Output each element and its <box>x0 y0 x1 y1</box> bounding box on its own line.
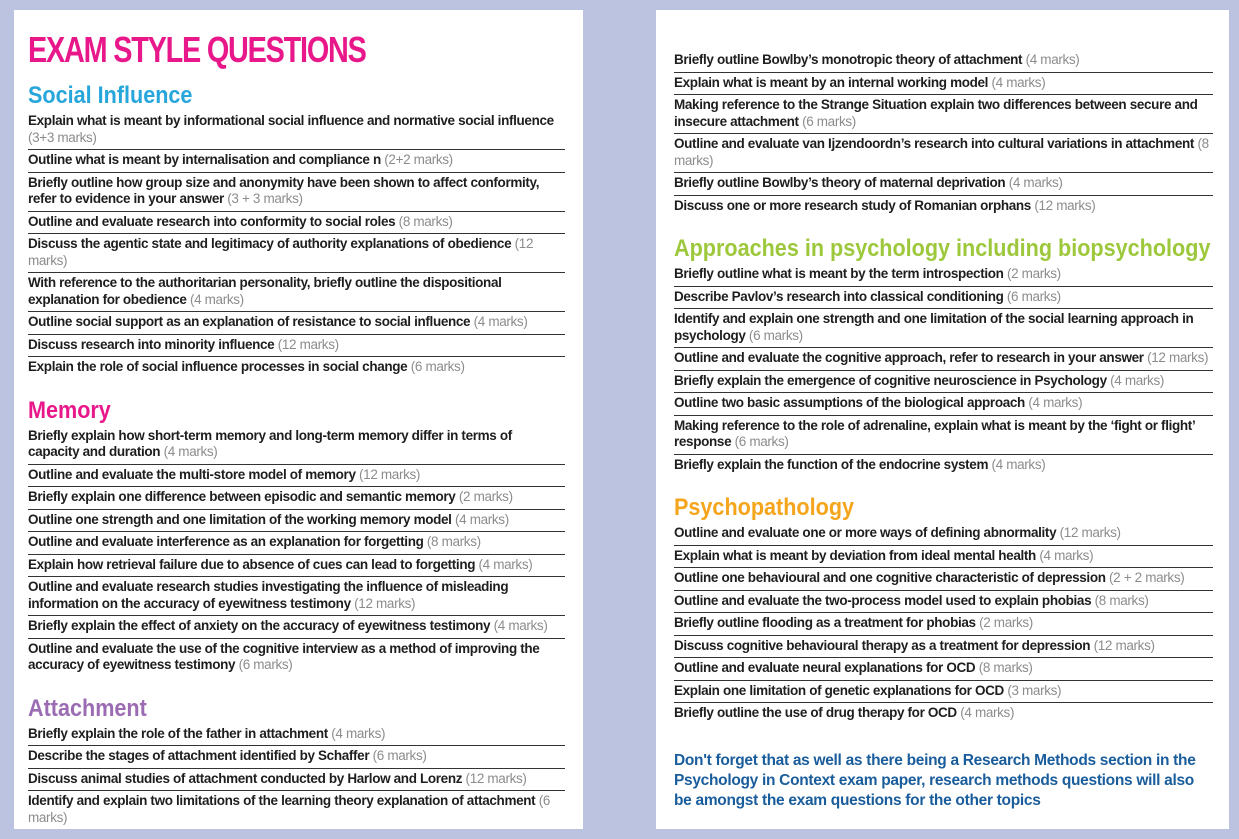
question-list <box>28 111 565 379</box>
question-text: Discuss animal studies of attachment conducted by Harlow and Lorenz <box>28 770 463 786</box>
question-text: Outline and evaluate van Ijzendoordn’s research into cultural variations in attachment <box>674 136 1195 151</box>
research-methods-note: Don't forget that as well as there being a Research Methods section in the Psychology in Context exam paper, research methods questions will also be amongst the exam questions for the other topics <box>674 751 1196 809</box>
question-text: Describe the stages of attachment identified by Schaffer <box>28 748 370 763</box>
question-text: Outline and evaluate research into conformity to social roles <box>28 213 396 229</box>
question-item <box>674 309 1213 348</box>
question-marks: (12 marks) <box>465 770 527 786</box>
question-text: Briefly outline Bowlby’s monotropic theory of attachment <box>674 52 1023 67</box>
question-text: Explain the role of social influence processes in social change <box>28 359 408 374</box>
question-item <box>674 73 1213 96</box>
question-text: Explain what is meant by informational social influence and normative social influence <box>28 113 554 128</box>
question-marks: (8 marks) <box>1094 592 1149 608</box>
question-list <box>28 724 565 830</box>
section-attachment <box>28 695 565 830</box>
question-item <box>674 348 1213 371</box>
question-text: Briefly explain the function of the endocrine system <box>674 456 989 472</box>
question-marks: (4 marks) <box>1008 175 1063 190</box>
question-marks: (8 marks) <box>398 213 453 229</box>
question-text: Outline and evaluate interference as an explanation for forgetting <box>28 534 424 549</box>
question-marks: (12 marks) <box>354 595 416 611</box>
question-marks: (2+2 marks) <box>384 152 453 167</box>
question-item <box>674 636 1213 659</box>
question-marks: (8 marks) <box>426 534 481 549</box>
question-item <box>28 273 565 312</box>
question-text: Outline and evaluate one or more ways of defining abnormality <box>674 525 1057 540</box>
question-marks: (6 marks) <box>734 434 789 449</box>
question-item <box>28 616 565 639</box>
question-marks: (6 marks) <box>802 113 856 129</box>
question-item <box>674 591 1213 614</box>
question-marks: (4 marks) <box>189 291 244 307</box>
question-item <box>28 426 565 465</box>
question-marks: (6 marks) <box>238 657 293 672</box>
question-marks: (4 marks) <box>478 556 533 572</box>
question-item <box>674 523 1213 546</box>
question-item <box>674 681 1213 704</box>
question-item <box>28 487 565 510</box>
question-item <box>674 287 1213 310</box>
section-attachment-continued <box>674 50 1213 217</box>
question-item <box>674 455 1213 477</box>
question-marks: (3 marks) <box>1007 682 1062 698</box>
question-item <box>28 111 565 150</box>
section-title: Psychopathology <box>674 494 855 521</box>
question-text: Outline social support as an explanation of resistance to social influence <box>28 314 471 329</box>
question-item <box>28 234 565 273</box>
question-text: Briefly outline flooding as a treatment for phobias <box>674 615 976 630</box>
question-text: Discuss the agentic state and legitimacy of authority explanations of obedience <box>28 236 512 251</box>
question-item <box>28 791 565 829</box>
question-marks: (2 marks) <box>979 615 1033 630</box>
question-item <box>28 510 565 533</box>
question-item <box>674 50 1213 73</box>
question-marks: (2 marks) <box>458 489 513 504</box>
question-item <box>28 335 565 358</box>
question-text: Outline and evaluate research studies investigating the influence of misleading information on the accuracy of eyewitness testimony <box>28 579 509 611</box>
section-title: Approaches in psychology including biopsychology <box>674 235 1211 262</box>
question-text: Briefly explain one difference between episodic and semantic memory <box>28 489 456 504</box>
question-text: Explain what is meant by an internal working model <box>674 74 989 90</box>
question-item <box>28 746 565 769</box>
question-marks: (4 marks) <box>1110 372 1165 388</box>
question-list <box>674 523 1213 725</box>
question-text: Outline what is meant by internalisation and compliance n <box>28 152 381 167</box>
question-marks: (6 marks) <box>372 748 427 763</box>
question-marks: (8 marks) <box>978 660 1033 675</box>
question-text: Discuss cognitive behavioural therapy as a treatment for depression <box>674 637 1091 653</box>
question-text: Briefly outline Bowlby’s theory of maternal deprivation <box>674 175 1006 190</box>
question-marks: (6 marks) <box>748 327 803 343</box>
question-item <box>28 639 565 677</box>
section-memory <box>28 397 565 677</box>
section-title: Attachment <box>28 694 147 722</box>
question-text: Outline and evaluate neural explanations for OCD <box>674 660 976 675</box>
question-item <box>28 465 565 488</box>
section-title: Social Influence <box>28 82 193 109</box>
question-marks: (8 marks) <box>674 136 1209 168</box>
question-item <box>28 312 565 335</box>
question-item <box>674 173 1213 196</box>
question-marks: (6 marks) <box>1006 288 1061 304</box>
question-text: Explain one limitation of genetic explanations for OCD <box>674 682 1004 698</box>
question-item <box>674 95 1213 134</box>
question-text: Briefly explain the role of the father in attachment <box>28 725 328 741</box>
question-marks: (3 + 3 marks) <box>227 191 303 206</box>
question-text: Discuss research into minority influence <box>28 336 275 352</box>
question-item <box>674 546 1213 569</box>
question-text: Making reference to the Strange Situation explain two differences between secure and insecure attachment <box>674 97 1198 129</box>
question-list <box>28 426 565 677</box>
question-text: Outline and evaluate the cognitive approach, refer to research in your answer <box>674 350 1144 365</box>
question-item <box>28 173 565 212</box>
question-item <box>28 577 565 616</box>
question-marks: (4 marks) <box>1039 547 1094 563</box>
question-text: Briefly explain the emergence of cognitive neuroscience in Psychology <box>674 372 1107 388</box>
question-marks: (4 marks) <box>991 456 1046 472</box>
question-item <box>674 613 1213 636</box>
question-marks: (4 marks) <box>1025 52 1080 67</box>
question-item <box>28 769 565 792</box>
question-text: Identify and explain one strength and one limitation of the social learning approach in psychology <box>674 311 1194 343</box>
question-text: Discuss one or more research study of Romanian orphans <box>674 197 1031 213</box>
question-marks: (12 marks) <box>1034 197 1096 213</box>
question-text: Outline and evaluate the two-process model used to explain phobias <box>674 592 1092 608</box>
question-text: Describe Pavlov’s research into classical conditioning <box>674 288 1004 304</box>
question-text: Briefly outline the use of drug therapy for OCD <box>674 705 957 720</box>
section-approaches <box>674 235 1213 476</box>
question-text: Outline and evaluate the use of the cognitive interview as a method of improving the accuracy of eyewitness testimony <box>28 640 540 672</box>
question-marks: (12 marks) <box>1059 525 1121 540</box>
question-text: Explain what is meant by deviation from ideal mental health <box>674 547 1036 563</box>
question-text: Making reference to the role of adrenaline, explain what is meant by the ‘fight or flight’ response <box>674 417 1195 449</box>
question-item <box>674 393 1213 416</box>
question-text: Outline one strength and one limitation of the working memory model <box>28 511 452 527</box>
question-item <box>674 371 1213 394</box>
question-marks: (4 marks) <box>960 705 1015 720</box>
question-text: Identify and explain two limitations of the learning theory explanation of attachment <box>28 793 536 808</box>
question-marks: (12 marks) <box>1147 350 1209 365</box>
question-marks: (12 marks) <box>359 466 421 482</box>
question-text: Briefly outline how group size and anonymity have been shown to affect conformity, refer to evidence in your answer <box>28 174 540 206</box>
page-title: EXAM STYLE QUESTIONS <box>28 29 366 70</box>
question-marks: (4 marks) <box>493 618 548 633</box>
question-marks: (4 marks) <box>331 725 386 741</box>
question-text: Outline one behavioural and one cognitive characteristic of depression <box>674 570 1106 585</box>
question-marks: (4 marks) <box>455 511 509 527</box>
question-item <box>28 555 565 578</box>
question-marks: (4 marks) <box>1028 395 1083 410</box>
question-marks: (4 marks) <box>473 314 528 329</box>
question-marks: (4 marks) <box>163 444 218 459</box>
question-text: With reference to the authoritarian personality, briefly outline the dispositional explanation for obedience <box>28 275 502 307</box>
question-text: Briefly explain the effect of anxiety on the accuracy of eyewitness testimony <box>28 618 491 633</box>
question-text: Outline and evaluate the multi-store model of memory <box>28 466 356 482</box>
question-list <box>674 50 1213 217</box>
left-page <box>14 10 583 829</box>
question-item <box>674 568 1213 591</box>
section-title: Memory <box>28 396 111 424</box>
question-item <box>674 416 1213 455</box>
question-marks: (12 marks) <box>1093 637 1155 653</box>
question-marks: (2 marks) <box>1006 266 1061 281</box>
question-item <box>28 150 565 173</box>
question-item <box>28 212 565 235</box>
question-list <box>674 264 1213 476</box>
question-text: Explain how retrieval failure due to absence of cues can lead to forgetting <box>28 556 476 572</box>
question-text: Briefly outline what is meant by the term introspection <box>674 266 1004 281</box>
question-item <box>28 724 565 747</box>
question-item <box>674 196 1213 218</box>
question-marks: (12 marks) <box>28 236 534 268</box>
question-item <box>674 703 1213 725</box>
question-marks: (6 marks) <box>28 793 551 825</box>
section-social-influence <box>28 82 565 379</box>
question-item <box>28 532 565 555</box>
section-psychopathology <box>674 494 1213 725</box>
right-page <box>656 10 1229 829</box>
question-item <box>674 264 1213 287</box>
question-item <box>674 658 1213 681</box>
question-marks: (4 marks) <box>991 74 1046 90</box>
question-text: Briefly explain how short-term memory and long-term memory differ in terms of capacity and duration <box>28 427 512 459</box>
question-text: Outline two basic assumptions of the biological approach <box>674 395 1025 410</box>
question-marks: (3+3 marks) <box>28 129 97 145</box>
question-item <box>674 134 1213 173</box>
question-item <box>28 357 565 379</box>
question-marks: (12 marks) <box>277 336 339 352</box>
question-marks: (2 + 2 marks) <box>1109 570 1185 585</box>
question-marks: (6 marks) <box>410 359 465 374</box>
